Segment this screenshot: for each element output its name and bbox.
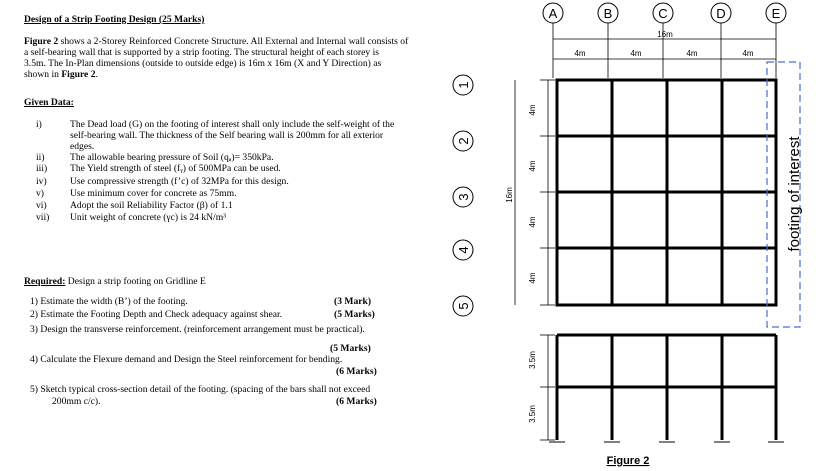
overall-depth-dim: 16m — [505, 187, 514, 203]
required-heading: Required: — [24, 276, 66, 287]
column-label-e: E — [771, 6, 781, 21]
column-label-b: B — [603, 6, 613, 21]
required-item-5-cont: 200mm c/c). — [52, 396, 101, 407]
required-item-5: 5) Sketch typical cross-section detail of the footing. (spacing of the bars shall not exceed — [30, 384, 371, 395]
given-num-2: ii) — [36, 152, 45, 163]
side-dimensions — [515, 80, 555, 440]
figure-caption: Figure 2 — [606, 455, 650, 467]
required-item-2: 2) Estimate the Footing Depth and Check adequacy against shear. — [30, 309, 283, 320]
intro-line-2: a self-bearing wall that is supported by a strip footing. The structural height of each storey is — [24, 47, 379, 58]
bay-dim-ab: 4m — [574, 49, 586, 58]
given-item-2: The allowable bearing pressure of Soil (qₐ)= 350kPa. — [70, 152, 274, 163]
plan-grid — [557, 80, 776, 305]
side-dim-4: 4m — [528, 272, 537, 284]
storey-dim-upper: 3.5m — [528, 351, 537, 369]
page-title: Design of a Strip Footing Design (25 Marks) — [24, 14, 205, 25]
row-label-3: 3 — [456, 193, 471, 201]
given-item-1-line-2: self-bearing wall. The thickness of the Self bearing wall is 200mm for all exterior — [70, 130, 384, 141]
given-item-7: Unit weight of concrete (γc) is 24 kN/m³ — [70, 212, 227, 223]
row-label-1: 1 — [456, 81, 471, 89]
required-mark-5: (6 Marks) — [336, 396, 377, 407]
row-label-4: 4 — [456, 246, 471, 254]
side-dim-1: 4m — [528, 104, 537, 116]
figure-ref: Figure 2 — [24, 36, 59, 47]
given-num-1: i) — [36, 119, 42, 130]
required-mark-3: (5 Marks) — [330, 343, 371, 354]
required-item-4: 4) Calculate the Flexure demand and Design the Steel reinforcement for bending. — [30, 354, 343, 365]
given-num-3: iii) — [36, 163, 48, 174]
side-dim-3: 4m — [528, 216, 537, 228]
given-item-1-line-1: The Dead load (G) on the footing of interest shall only include the self-weight of the — [70, 119, 395, 130]
given-num-5: v) — [36, 188, 44, 199]
bay-dim-de: 4m — [742, 49, 754, 58]
given-num-6: vi) — [36, 200, 47, 211]
column-label-d: D — [716, 6, 726, 21]
row-label-2: 2 — [456, 137, 471, 145]
column-label-a: A — [548, 6, 558, 21]
intro-line-1: Figure 2 shows a 2-Storey Reinforced Concrete Structure. All External and Internal wall consists of — [24, 36, 409, 47]
required-mark-1: (3 Mark) — [334, 296, 372, 307]
intro-line-4: shown in Figure 2. — [24, 69, 98, 80]
column-label-c: C — [658, 6, 668, 21]
given-num-4: iv) — [36, 176, 47, 187]
given-heading: Given Data: — [24, 97, 74, 108]
given-item-6: Adopt the soil Reliability Factor (β) of 1.1 — [70, 200, 233, 211]
overall-width-dim: 16m — [657, 30, 673, 39]
given-item-5: Use minimum cover for concrete as 75mm. — [70, 188, 237, 199]
row-label-5: 5 — [456, 302, 471, 310]
given-item-3: The Yield strength of steel (fᵧ) of 500MPa can be used. — [70, 163, 281, 174]
side-dim-2: 4m — [528, 160, 537, 172]
bay-dim-cd: 4m — [686, 49, 698, 58]
required-mark-2: (5 Marks) — [334, 309, 375, 320]
given-item-1-line-3: edges. — [70, 141, 95, 152]
storey-dim-lower: 3.5m — [528, 405, 537, 423]
footing-of-interest-label: footing of interest — [786, 136, 803, 252]
required-mark-4: (6 Marks) — [336, 366, 377, 377]
given-item-4: Use compressive strength (f’c) of 32MPa for this design. — [70, 176, 289, 187]
elevation-frame — [557, 335, 776, 440]
bay-dim-bc: 4m — [630, 49, 642, 58]
intro-line-3: 3.5m. The In-Plan dimensions (outside to outside edge) is 16m x 16m (X and Y Direction) as — [24, 58, 382, 69]
given-num-7: vii) — [36, 212, 50, 223]
required-item-3: 3) Design the transverse reinforcement. (reinforcement arrangement must be practical). — [30, 324, 365, 335]
required-item-1: 1) Estimate the width (B’) of the footing. — [30, 296, 188, 307]
required-line: Required: Design a strip footing on Gridline E — [24, 276, 206, 287]
